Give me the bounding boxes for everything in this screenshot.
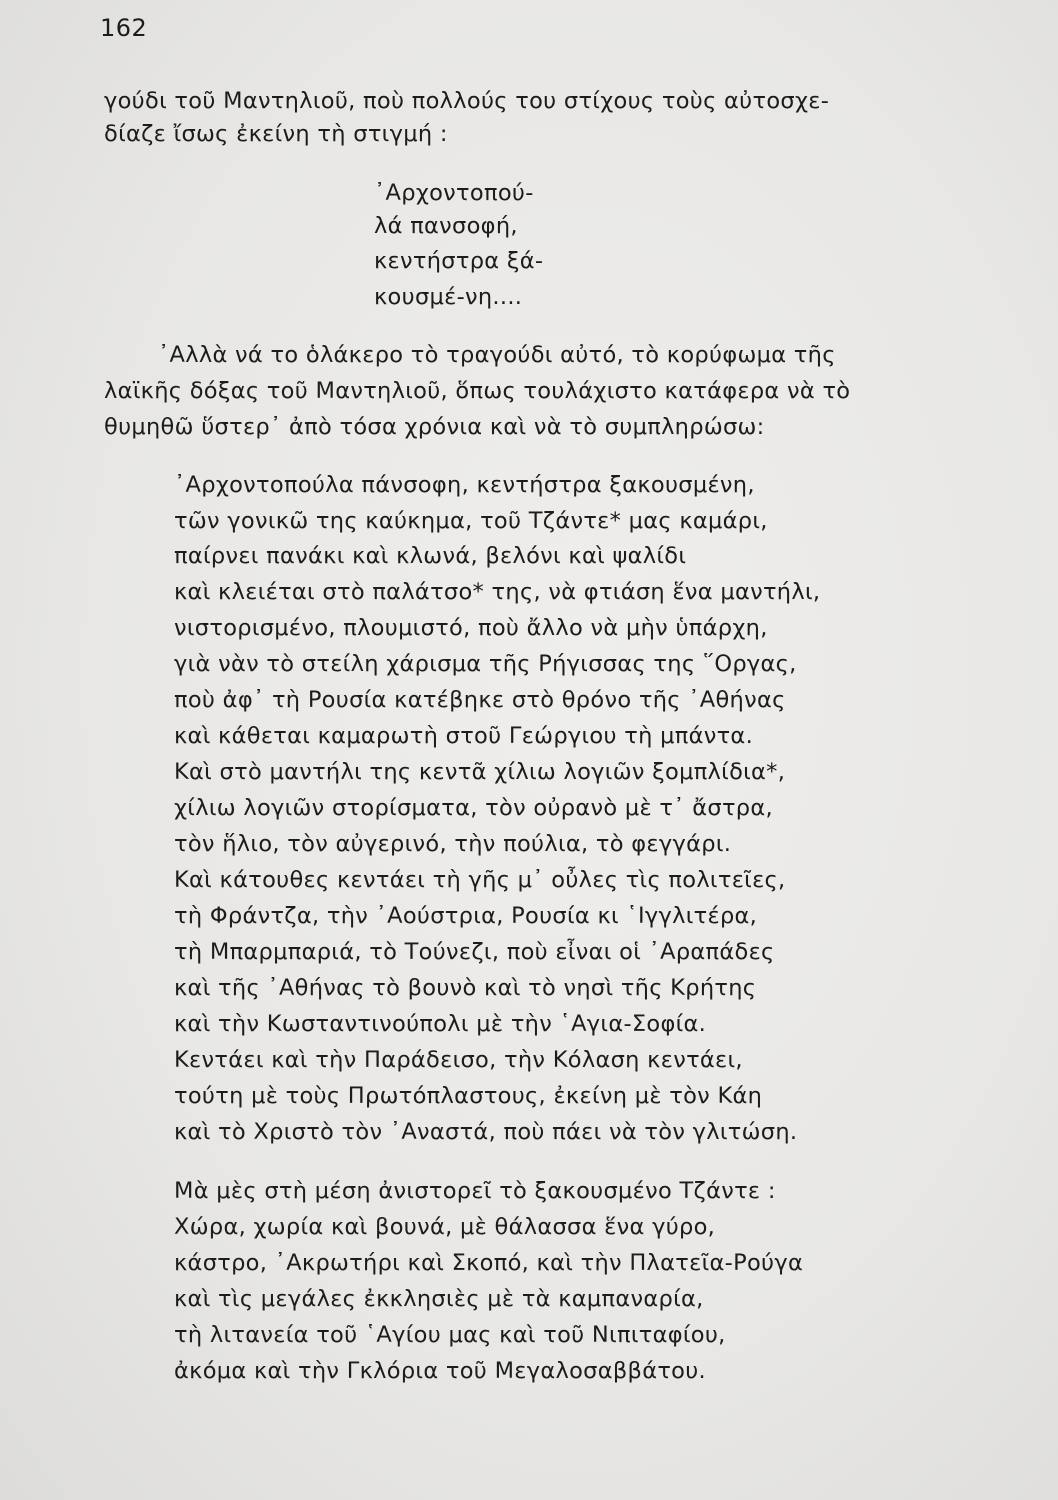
poem-line: ἀκόμα καὶ τὴν Γκλόρια τοῦ Μεγαλοσαββάτου.	[174, 1358, 707, 1384]
poem-line: καὶ τὴν Κωσταντινούπολι μὲ τὴν ῾Αγια-Σοφία.	[174, 1011, 707, 1037]
fragment-line: λά πανσοφή,	[374, 213, 518, 239]
poem-line: τὸν ἥλιο, τὸν αὐγερινό, τὴν πούλια, τὸ φεγγάρι.	[174, 831, 732, 857]
paragraph-line: λαϊκῆς δόξας τοῦ Μαντηλιοῦ, ὅπως τουλάχιστο κατάφερα νὰ τὸ	[104, 378, 851, 404]
poem-line: καὶ κάθεται καμαρωτὴ στοῦ Γεώργιου τὴ μπάντα.	[174, 723, 754, 749]
poem-line: Καὶ στὸ μαντήλι της κεντᾶ χίλιω λογιῶν ξομπλίδια*,	[174, 759, 786, 785]
fragment-line: κεντήστρα ξά-	[374, 248, 544, 274]
poem-line: ᾿Αρχοντοπούλα πάνσοφη, κεντήστρα ξακουσμένη,	[174, 472, 755, 498]
poem-line: χίλιω λογιῶν στορίσματα, τὸν οὐρανὸ μὲ τ᾿ ἄστρα,	[174, 795, 773, 821]
poem-line: καὶ τὶς μεγάλες ἐκκλησιὲς μὲ τὰ καμπαναρία,	[174, 1286, 704, 1312]
fragment-line: ᾿Αρχοντοπού-	[374, 180, 534, 206]
poem-line: παίρνει πανάκι καὶ κλωνά, βελόνι καὶ ψαλίδι	[174, 543, 687, 569]
poem-line: τὴ Μπαρμπαριά, τὸ Τούνεζι, ποὺ εἶναι οἱ ᾿Αραπάδες	[174, 939, 775, 965]
intro-line: δίαζε ἴσως ἐκείνη τὴ στιγμή :	[104, 121, 448, 147]
poem-line: γιὰ νὰν τὸ στείλη χάρισμα τῆς Ρήγισσας της ῞Οργας,	[174, 651, 797, 677]
fragment-line: κουσμέ-νη....	[374, 284, 523, 310]
poem-line: ποὺ ἀφ᾿ τὴ Ρουσία κατέβηκε στὸ θρόνο τῆς ᾿Αθήνας	[174, 687, 786, 713]
poem-line: Μὰ μὲς στὴ μέση ἀνιστορεῖ τὸ ξακουσμένο Τζάντε :	[174, 1178, 776, 1204]
paragraph-line: ᾿Αλλὰ νά το ὁλάκερο τὸ τραγούδι αὐτό, τὸ κορύφωμα τῆς	[158, 342, 836, 368]
poem-line: νιστορισμένο, πλουμιστό, ποὺ ἄλλο νὰ μὴν ὑπάρχη,	[174, 615, 768, 641]
poem-line: καὶ κλειέται στὸ παλάτσο* της, νὰ φτιάση ἕνα μαντήλι,	[174, 579, 821, 605]
poem-line: τὴ λιτανεία τοῦ ῾Αγίου μας καὶ τοῦ Νιπιταφίου,	[174, 1322, 726, 1348]
paragraph-line: θυμηθῶ ὕστερ᾿ ἀπὸ τόσα χρόνια καὶ νὰ τὸ συμπληρώσω:	[104, 414, 765, 440]
poem-line: καὶ τὸ Χριστὸ τὸν ᾿Αναστά, ποὺ πάει νὰ τὸν γλιτώση.	[174, 1119, 798, 1145]
intro-line: γούδι τοῦ Μαντηλιοῦ, ποὺ πολλούς του στίχους τοὺς αὐτοσχε-	[104, 88, 830, 114]
poem-line: Κεντάει καὶ τὴν Παράδεισο, τὴν Κόλαση κεντάει,	[174, 1047, 743, 1073]
poem-line: καὶ τῆς ᾿Αθήνας τὸ βουνὸ καὶ τὸ νησὶ τῆς Κρήτης	[174, 975, 757, 1001]
page-number: 162	[100, 14, 148, 42]
poem-line: Χώρα, χωρία καὶ βουνά, μὲ θάλασσα ἕνα γύρο,	[174, 1214, 716, 1240]
poem-line: τὴ Φράντζα, τὴν ᾿Αούστρια, Ρουσία κι ῾Ιγγλιτέρα,	[174, 903, 758, 929]
poem-line: κάστρο, ᾿Ακρωτήρι καὶ Σκοπό, καὶ τὴν Πλατεῖα-Ρούγα	[174, 1250, 804, 1276]
poem-line: Καὶ κάτουθες κεντάει τὴ γῆς μ᾿ οὖλες τὶς πολιτεῖες,	[174, 867, 786, 893]
poem-line: τούτη μὲ τοὺς Πρωτόπλαστους, ἐκείνη μὲ τὸν Κάη	[174, 1083, 763, 1109]
poem-line: τῶν γονικῶ της καύκημα, τοῦ Τζάντε* μας καμάρι,	[174, 508, 768, 534]
